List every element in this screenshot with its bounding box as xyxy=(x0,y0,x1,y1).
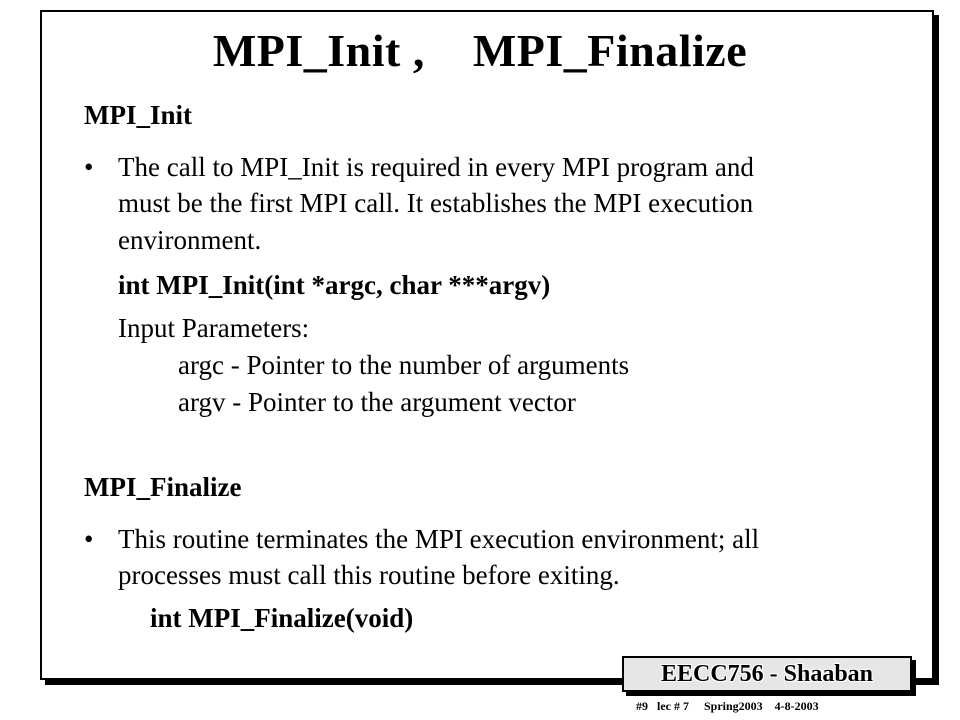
course-badge-label: EECC756 - Shaaban xyxy=(660,660,874,687)
function-signature-mpi-finalize: int MPI_Finalize(void) xyxy=(150,603,414,633)
section-heading-mpi-finalize: MPI_Finalize xyxy=(84,472,242,502)
section-heading-mpi-init: MPI_Init xyxy=(84,100,192,130)
parameter-argv: argv - Pointer to the argument vector xyxy=(178,387,576,417)
body-line: This routine terminates the MPI execution environment; all xyxy=(118,524,760,554)
bullet-marker: • xyxy=(84,524,94,554)
body-line: must be the first MPI call. It establishes the MPI execution xyxy=(118,188,754,218)
body-line: The call to MPI_Init is required in every MPI program and xyxy=(118,152,754,182)
slide-title: MPI_Init , MPI_Finalize xyxy=(212,25,748,76)
course-badge xyxy=(622,656,912,692)
function-signature-mpi-init: int MPI_Init(int *argc, char ***argv) xyxy=(118,270,551,300)
parameter-argc: argc - Pointer to the number of arguments xyxy=(178,350,630,380)
body-line: environment. xyxy=(118,225,262,255)
bullet-marker: • xyxy=(84,152,94,182)
slide-footer: #9 lec # 7 Spring2003 4-8-2003 xyxy=(636,699,819,713)
input-parameters-label: Input Parameters: xyxy=(118,313,310,343)
body-line: processes must call this routine before exiting. xyxy=(118,560,620,590)
